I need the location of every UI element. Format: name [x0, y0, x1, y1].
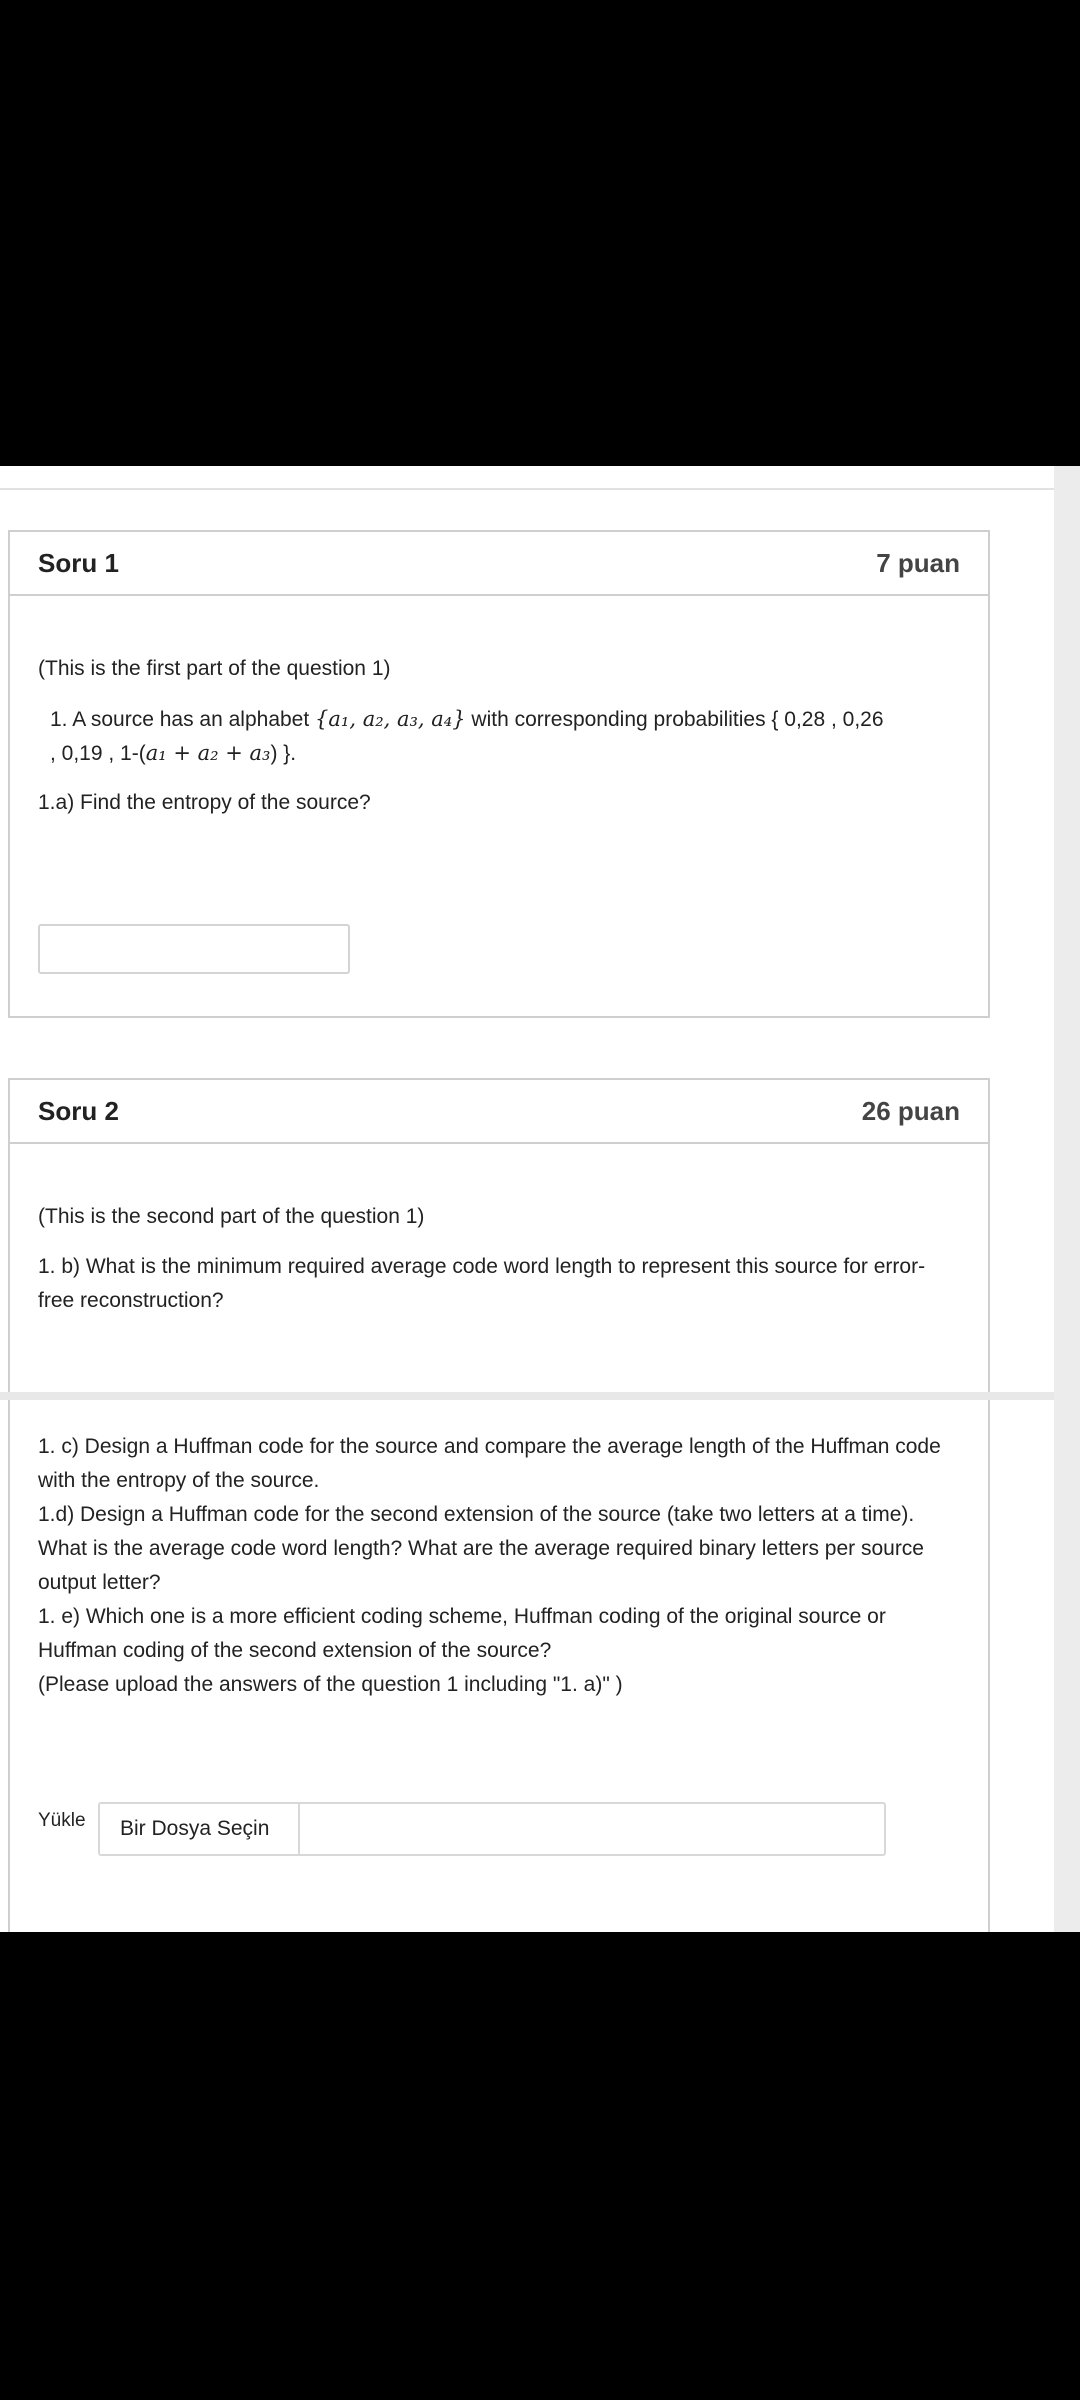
question-1c-text: 1. c) Design a Huffman code for the source and compare the average length of the Huffman code with the entropy of the source. — [38, 1435, 941, 1492]
question-2-title: Soru 2 — [38, 1096, 119, 1126]
question-2-header — [10, 1080, 988, 1144]
probabilities-continued: , 0,19 , 1-( — [50, 742, 146, 765]
question-2-intro: (This is the second part of the question 1) — [38, 1205, 425, 1228]
question-2-points: 26 puan — [861, 1096, 960, 1126]
choose-file-button[interactable]: Bir Dosya Seçin — [100, 1804, 300, 1854]
upload-note: (Please upload the answers of the question 1 including "1. a)" ) — [38, 1673, 623, 1696]
question-1-header — [10, 532, 988, 596]
question-1-points: 7 puan — [876, 548, 960, 578]
question-1e-text: 1. e) Which one is a more efficient coding scheme, Huffman coding of the original source or Huffman coding of the second extension of the source? — [38, 1605, 886, 1662]
scrollbar-track[interactable] — [1054, 466, 1080, 1932]
file-upload-field[interactable] — [98, 1802, 886, 1856]
answer-input[interactable] — [38, 924, 350, 974]
question-2-card — [8, 1078, 990, 1932]
question-1-intro: (This is the first part of the question 1) — [38, 657, 391, 680]
probability-expression: a₁ + a₂ + a₃ — [145, 741, 271, 765]
alphabet-set: {a₁, a₂, a₃, a₄} — [315, 707, 466, 731]
quiz-page — [0, 466, 1054, 1932]
question-1-title: Soru 1 — [38, 548, 119, 578]
question-1b-text: 1. b) What is the minimum required average code word length to represent this source for error-free reconstruction? — [38, 1255, 926, 1312]
question-1d-text: 1.d) Design a Huffman code for the second extension of the source (take two letters at a time). What is the average code word length? What are the average required binary letters per source output letter? — [38, 1503, 924, 1594]
question-1-line-2 — [50, 736, 960, 771]
question-1a-text: 1.a) Find the entropy of the source? — [38, 791, 371, 814]
alphabet-text: 1. A source has an alphabet — [50, 708, 310, 731]
probabilities-text: with corresponding probabilities { 0,28 , 0,26 — [471, 708, 884, 731]
probabilities-end: ) }. — [270, 742, 297, 765]
upload-label: Yükle — [38, 1810, 86, 1831]
top-divider — [0, 488, 1054, 490]
scroll-divider — [0, 1392, 1054, 1400]
question-1-card — [8, 530, 990, 1018]
question-1-line-1 — [50, 702, 960, 737]
